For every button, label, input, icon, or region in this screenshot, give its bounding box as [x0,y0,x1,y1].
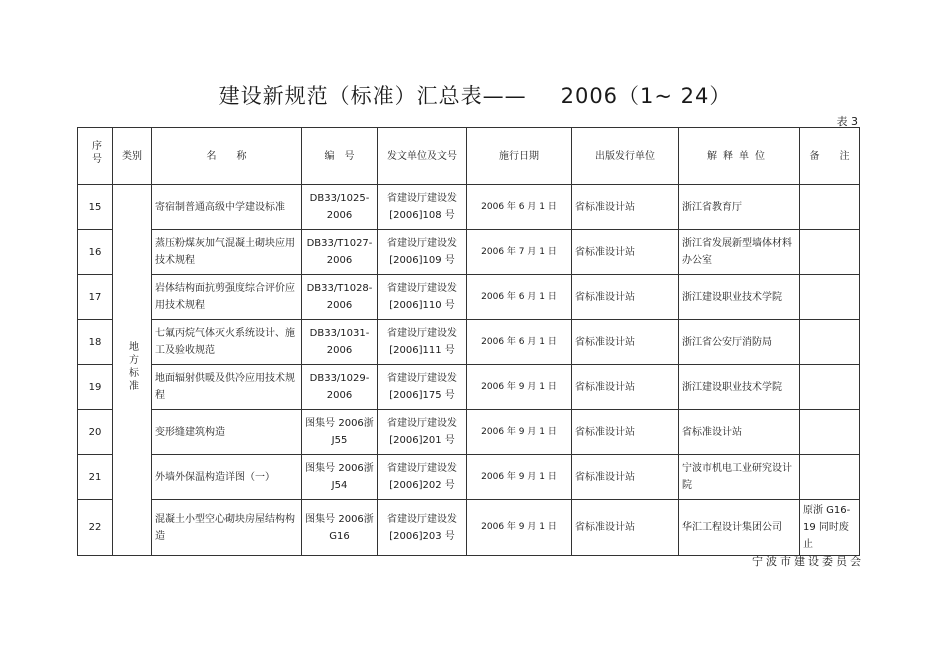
category-cell [113,185,152,556]
header-name: 名 称 [152,128,302,185]
row-publisher: 省标准设计站 [572,230,679,275]
row-interpreter: 浙江建设职业技术学院 [679,365,800,410]
row-issuer: 省建设厅建设发[2006]109 号 [378,230,467,275]
row-interpreter: 宁波市机电工业研究设计院 [679,455,800,500]
header-category: 类别 [113,128,152,185]
row-remarks [800,320,860,365]
row-name: 七氟丙烷气体灭火系统设计、施工及验收规范 [152,320,302,365]
row-publisher: 省标准设计站 [572,410,679,455]
row-publisher: 省标准设计站 [572,455,679,500]
header-row [78,128,860,185]
row-issuer: 省建设厅建设发[2006]110 号 [378,275,467,320]
row-name: 蒸压粉煤灰加气混凝土砌块应用技术规程 [152,230,302,275]
row-name: 混凝土小型空心砌块房屋结构构造 [152,500,302,556]
row-date: 2006 年 6 月 1 日 [467,185,572,230]
row-seq: 21 [78,455,113,500]
header-effective-date: 施行日期 [467,128,572,185]
row-date: 2006 年 7 月 1 日 [467,230,572,275]
row-name: 寄宿制普通高级中学建设标准 [152,185,302,230]
table-row [78,365,860,410]
table-row [78,185,860,230]
header-issuer: 发文单位及文号 [378,128,467,185]
row-code: DB33/1025-2006 [302,185,378,230]
row-issuer: 省建设厅建设发[2006]111 号 [378,320,467,365]
page-title [0,80,950,110]
header-interpreter: 解释单位 [679,128,800,185]
row-seq: 16 [78,230,113,275]
row-name: 外墙外保温构造详图（一） [152,455,302,500]
row-interpreter: 浙江省发展新型墙体材料办公室 [679,230,800,275]
row-publisher: 省标准设计站 [572,275,679,320]
row-publisher: 省标准设计站 [572,500,679,556]
row-code: 图集号 2006浙 J55 [302,410,378,455]
row-publisher: 省标准设计站 [572,185,679,230]
row-issuer: 省建设厅建设发[2006]108 号 [378,185,467,230]
row-code: DB33/T1028-2006 [302,275,378,320]
row-seq: 15 [78,185,113,230]
row-interpreter: 省标准设计站 [679,410,800,455]
table-number: 表 3 [836,115,858,128]
header-publisher: 出版发行单位 [572,128,679,185]
row-seq: 17 [78,275,113,320]
row-interpreter: 浙江建设职业技术学院 [679,275,800,320]
row-seq: 20 [78,410,113,455]
header-code: 编 号 [302,128,378,185]
row-code: DB33/1029-2006 [302,365,378,410]
row-publisher: 省标准设计站 [572,365,679,410]
header-seq: 序号 [78,128,113,185]
table-row [78,455,860,500]
row-date: 2006 年 9 月 1 日 [467,500,572,556]
table-row [78,500,860,556]
row-remarks [800,410,860,455]
row-seq: 22 [78,500,113,556]
table-row [78,230,860,275]
row-date: 2006 年 6 月 1 日 [467,320,572,365]
row-seq: 18 [78,320,113,365]
row-seq: 19 [78,365,113,410]
row-remarks [800,185,860,230]
row-name: 岩体结构面抗剪强度综合评价应用技术规程 [152,275,302,320]
row-issuer: 省建设厅建设发[2006]201 号 [378,410,467,455]
row-interpreter: 浙江省公安厅消防局 [679,320,800,365]
row-issuer: 省建设厅建设发[2006]175 号 [378,365,467,410]
row-code: DB33/T1027-2006 [302,230,378,275]
row-name: 变形缝建筑构造 [152,410,302,455]
table-row [78,275,860,320]
row-date: 2006 年 9 月 1 日 [467,365,572,410]
row-remarks [800,365,860,410]
standards-table [77,127,860,556]
row-date: 2006 年 9 月 1 日 [467,410,572,455]
row-publisher: 省标准设计站 [572,320,679,365]
row-issuer: 省建设厅建设发[2006]203 号 [378,500,467,556]
row-interpreter: 浙江省教育厅 [679,185,800,230]
header-remarks: 备 注 [800,128,860,185]
row-remarks [800,275,860,320]
title-main: 建设新规范（标准）汇总表—— [218,84,527,108]
row-date: 2006 年 6 月 1 日 [467,275,572,320]
title-year: 2006（1~ 24） [560,84,732,108]
row-code: 图集号 2006浙 G16 [302,500,378,556]
table-row [78,410,860,455]
category-label: 地方标准 [126,341,138,393]
table-row [78,320,860,365]
row-code: 图集号 2006浙 J54 [302,455,378,500]
row-name: 地面辐射供暖及供冷应用技术规程 [152,365,302,410]
row-interpreter: 华汇工程设计集团公司 [679,500,800,556]
row-remarks: 原浙 G16-19 同时废止 [800,500,860,556]
row-remarks [800,455,860,500]
row-remarks [800,230,860,275]
row-issuer: 省建设厅建设发[2006]202 号 [378,455,467,500]
row-date: 2006 年 9 月 1 日 [467,455,572,500]
row-code: DB33/1031-2006 [302,320,378,365]
footer-issuer: 宁波市建设委员会 [752,555,864,568]
